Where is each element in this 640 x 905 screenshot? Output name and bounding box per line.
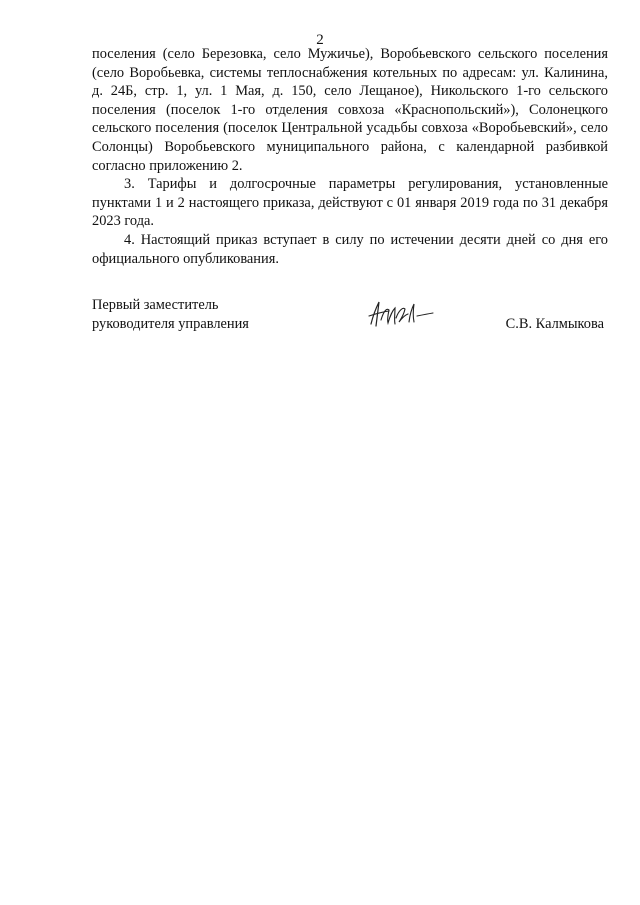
signature-block xyxy=(92,296,608,336)
page-number: 2 xyxy=(316,32,324,48)
signatory-name: С.В. Калмыкова xyxy=(505,315,604,332)
signatory-title xyxy=(92,296,249,333)
paragraph-item-3: 3. Тарифы и долгосрочные параметры регулирования, установленные пунктами 1 и 2 настоящего приказа, действуют с 01 января 2019 года по 31 декабря 2023 года. xyxy=(92,176,608,230)
signatory-title-line-1: Первый заместитель xyxy=(92,297,219,313)
document-body xyxy=(92,45,608,268)
paragraph-item-4: 4. Настоящий приказ вступает в силу по истечении десяти дней со дня его официального опубликования. xyxy=(92,231,608,267)
signatory-title-line-2: руководителя управления xyxy=(92,315,249,332)
handwritten-signature xyxy=(365,298,435,330)
paragraph-continuation: поселения (село Березовка, село Мужичье), Воробьевского сельского поселения (село Воробьевка, системы теплоснабжения котельных по адресам: ул. Калинина, д. 24Б, стр. 1, ул. 1 Мая, д. 150, село Лещаное), Никольского 1-го сельского поселения (поселок 1-го отделения совхоза «Краснопольский»), Солонецкого сельского поселения (поселок Центральной усадьбы совхоза «Воробьевский», село Солонцы) Воробьевского муниципального района, с календарной разбивкой согласно приложению 2. xyxy=(92,46,608,174)
